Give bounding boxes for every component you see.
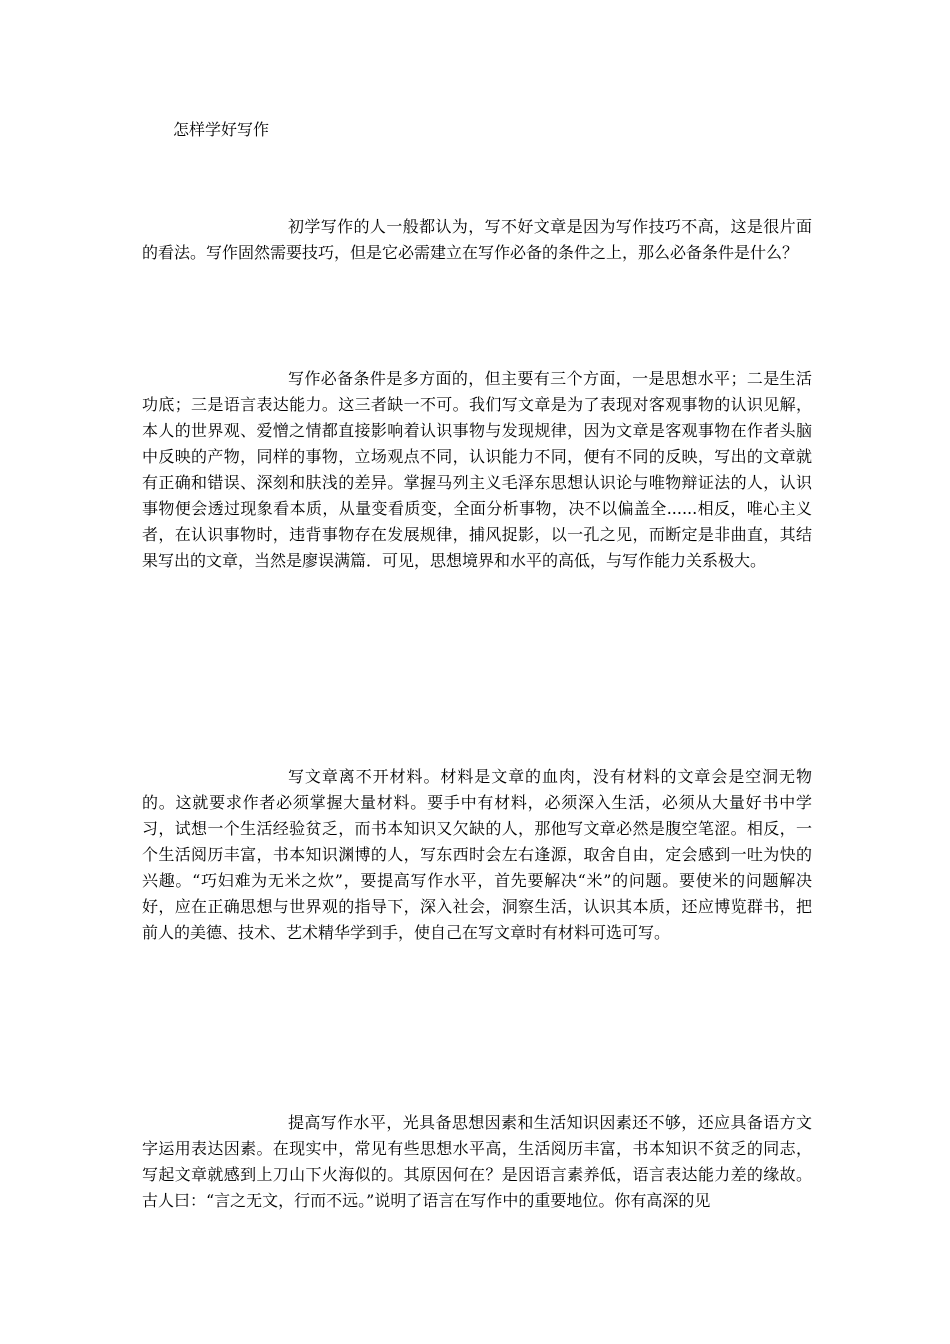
document-title: 怎样学好写作 (173, 120, 270, 139)
paragraph-2: 写作必备条件是多方面的，但主要有三个方面，一是思想水平；二是生活功底；三是语言表达能力。这三者缺一不可。我们写文章是为了表现对客观事物的认识见解，本人的世界观、爱憎之情都直接影响着认识事物与发现规律，因为文章是客观事物在作者头脑中反映的产物，同样的事物，立场观点不同，认识能力不同，便有不同的反映，写出的文章就有正确和错误、深刻和肤浅的差异。掌握马列主义毛泽东思想认识论与唯物辩证法的人，认识事物便会透过现象看本质，从量变看质变，全面分析事物，决不以偏盖全......相反，唯心主义者，在认识事物时，违背事物存在发展规律，捕风捉影，以一孔之见，而断定是非曲直，其结果写出的文章，当然是廖误满篇．可见，思想境界和水平的高低，与写作能力关系极大。 (142, 369, 812, 570)
paragraph-1: 初学写作的人一般都认为，写不好文章是因为写作技巧不高，这是很片面的看法。写作固然需要技巧，但是它必需建立在写作必备的条件之上，那么必备条件是什么？ (142, 217, 812, 262)
paragraph-3: 写文章离不开材料。材料是文章的血肉，没有材料的文章会是空洞无物的。这就要求作者必须掌握大量材料。要手中有材料，必须深入生活，必须从大量好书中学习，试想一个生活经验贫乏，而书本知识又欠缺的人，那他写文章必然是腹空笔涩。相反，一个生活阅历丰富，书本知识渊博的人，写东西时会左右逢源，取舍自由，定会感到一吐为快的兴趣。“巧妇难为无米之炊”，要提高写作水平，首先要解决“米”的问题。要使米的问题解决好，应在正确思想与世界观的指导下，深入社会，洞察生活，认识其本质，还应博览群书，把前人的美德、技术、艺术精华学到手，使自己在写文章时有材料可选可写。 (142, 767, 812, 942)
paragraph-4: 提高写作水平，光具备思想因素和生活知识因素还不够，还应具备语方文字运用表达因素。在现实中，常见有些思想水平高，生活阅历丰富，书本知识不贫乏的同志，写起文章就感到上刀山下火海似的。其原因何在？是因语言素养低，语言表达能力差的缘故。古人曰：“言之无文，行而不远。”说明了语言在写作中的重要地位。你有高深的见 (142, 1113, 812, 1210)
